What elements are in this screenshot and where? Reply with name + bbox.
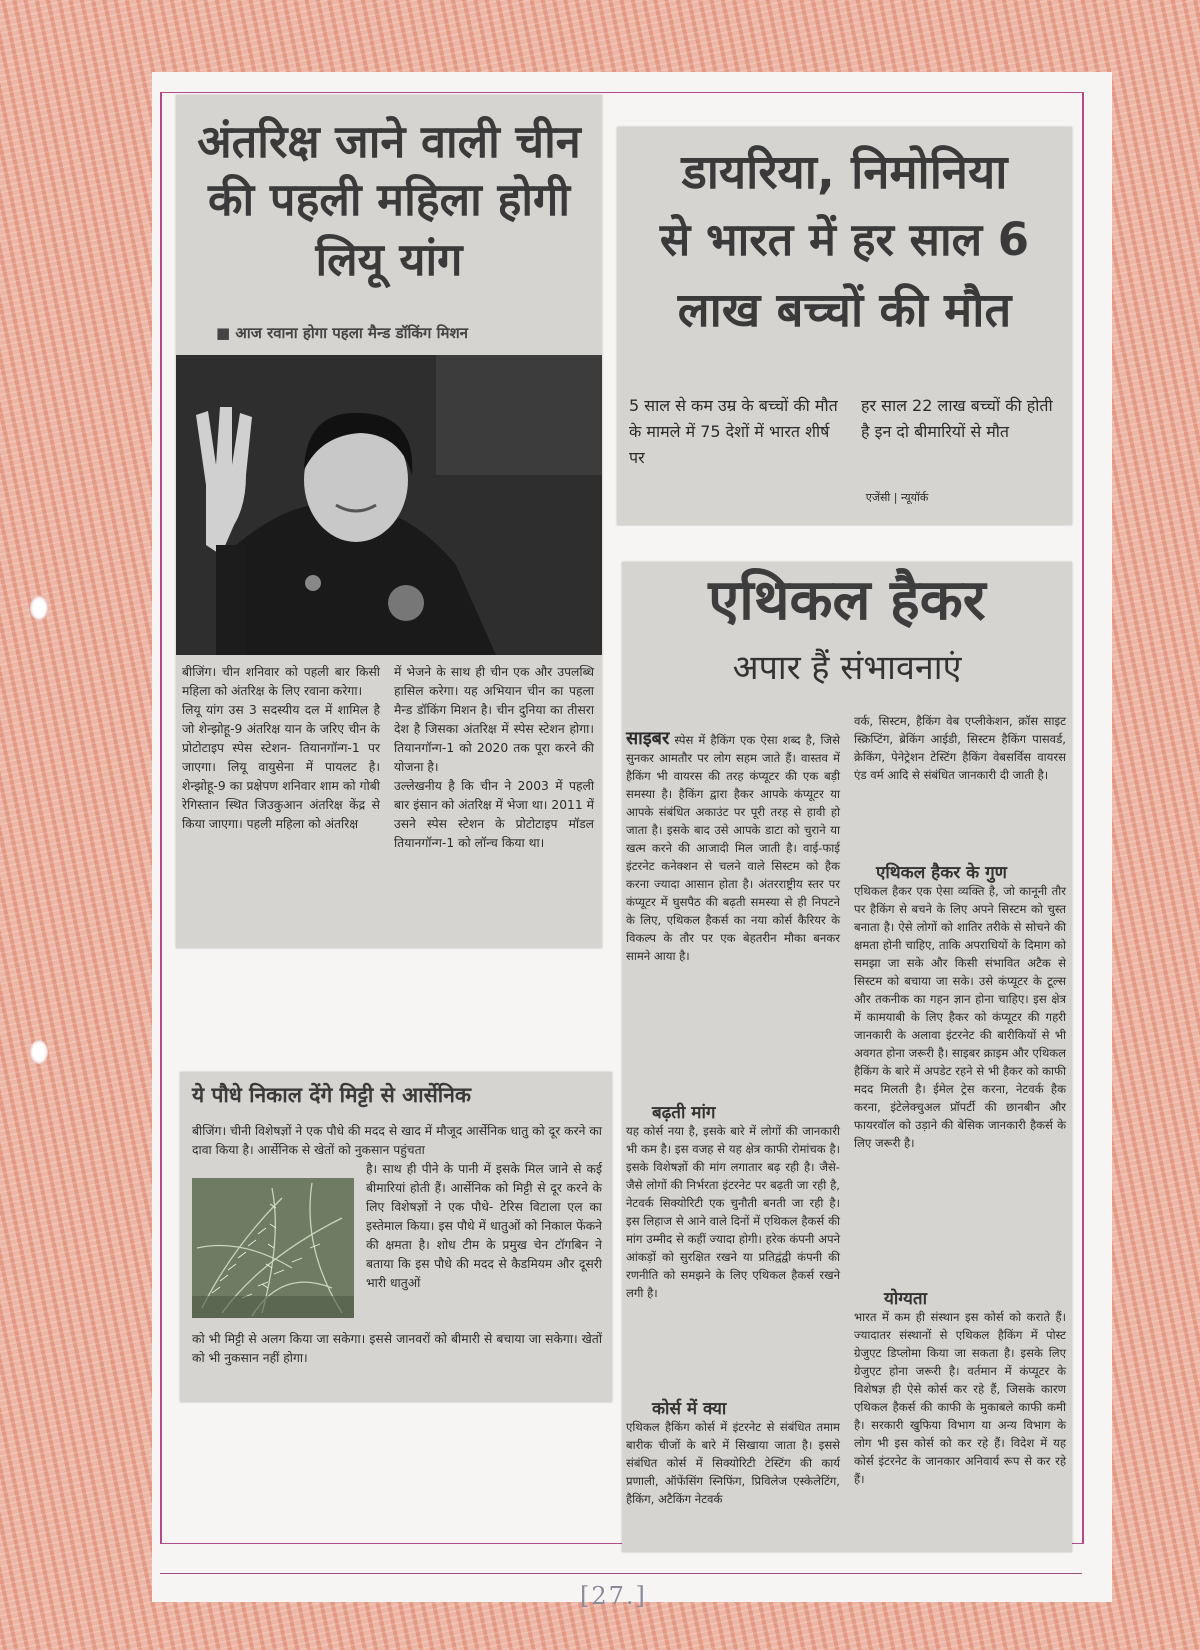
photo-fern-plant xyxy=(192,1178,354,1318)
article-text: में भेजने के साथ ही चीन एक और उपलब्धि हासिल करेगा। यह अभियान चीन का पहला मैन्ड डॉकिंग मिशन है। चीन दुनिया का तीसरा देश है जिसका अंतरिक्ष में स्पेस स्टेशन होगा। तियानगॉन्ग-1 को 2020 तक पूरा करने की योजना है। उल्लेखनीय है कि चीन ने 2003 में पहली बार इंसान को अंतरिक्ष में भेजा था। 2011 में उसने स्पेस स्टेशन के प्रोटोटाइप मॉडल तियानगॉन्ग-1 को लॉन्च किया था। xyxy=(394,665,594,850)
article-text: को भी मिट्टी से अलग किया जा सकेगा। इससे जानवरों को बीमारी से बचाया जा सकेगा। खेतों को भी नुकसान नहीं होगा। xyxy=(192,1332,602,1365)
section-title-course: कोर्स में क्या xyxy=(652,1399,727,1419)
bottom-rule xyxy=(160,1573,1082,1574)
intro-word: साइबर xyxy=(626,728,670,749)
page-number: [27.] xyxy=(580,1582,647,1610)
article-text: यह कोर्स नया है, इसके बारे में लोगों की जानकारी भी कम है। इस वजह से यह क्षेत्र काफी रोमांचक है। इसके विशेषज्ञों की मांग लगातार बढ़ रही है। जैसे-जैसे लोगों की निर्भरता इंटरनेट पर बढ़ती जा रही है, नेटवर्क सिक्योरिटी एक चुनौती बनती जा रही है। इस लिहाज से आने वाले दिनों में एथिकल हैकर्स की मांग उम्मीद से कहीं ज्यादा होगी। हरेक कंपनी अपने आंकड़ों को सुरक्षित रखने या प्रतिद्वंद्वी कंपनी की रणनीति को समझने के लिए एथिकल हैकर्स रखने लगी है। xyxy=(626,1124,840,1300)
headline-line: लियू यांग xyxy=(315,233,463,286)
article-text: बीजिंग। चीन शनिवार को पहली बार किसी महिला को अंतरिक्ष के लिए रवाना करेगा। लियू यांग उस 3 सदस्यीय दल में शामिल है जो शेन्झोहू-9 अंतरिक्ष यान के जरिए चीन के प्रोटोटाइप स्पेस स्टेशन- तियानगॉन्ग-1 पर जाएगा। लियू वायुसेना में पायलट है। शेन्झोहू-9 का प्रक्षेपण शनिवार शाम को गोबी रेगिस्तान स्थित जिउकुआन अंतरिक्ष केंद्र से किया जाएगा। पहली महिला को अंतरिक्ष xyxy=(182,665,380,831)
headline-line: लाख बच्चों की मौत xyxy=(677,283,1012,338)
section-title-qualities: एथिकल हैकर के गुण xyxy=(876,863,1007,883)
article-text: है। साथ ही पीने के पानी में इसके मिल जाने से कई बीमारियां होती हैं। आर्सेनिक को मिट्टी से दूर करने के लिए विशेषज्ञों ने एक पौधे- टेरिस विटाला एल का इस्तेमाल किया। इस पौधे में धातुओं को निकाल फेंकने की क्षमता है। शोध टीम के प्रमुख चेन टॉगबिन ने बताया कि इस पौधे की मदद से कैडमियम और दूसरी भारी धातुओं xyxy=(366,1162,602,1290)
article-text: एथिकल हैकिंग कोर्स में इंटरनेट से संबंधित तमाम बारीक चीजों के बारे में सिखाया जाता है। इससे संबंधित कोर्स में सिक्योरिटी टेस्टिंग की कार्य प्रणाली, ऑफेंसिंग स्निफिंग, प्रिविलेज एस्केलेटिंग, हैकिंग, अटैकिंग नेटवर्क xyxy=(626,1420,840,1506)
intro-text: स्पेस में हैकिंग एक ऐसा शब्द है, जिसे सुनकर आमतौर पर लोग सहम जाते हैं। वास्तव में हैकिंग भी वायरस की तरह कंप्यूटर की एक बड़ी समस्या है। हैकिंग द्वारा हैकर आपके कंप्यूटर या आपके संबंधित अकाउंट पर पूरी तरह से हावी हो जाता है। इसके बाद उसे आपके डाटा को चुराने या खत्म करने की आजादी मिल जाती है। वाई-फाई इंटरनेट कनेक्शन से चलने वाले सिस्टम को हैक करना ज्यादा आसान होता है। अंतरराष्ट्रीय स्तर पर कंप्यूटर में घुसपैठ की बढ़ती समस्या से ही निपटने के लिए, एथिकल हैकर्स का नया कोर्स कैरियर के विकल्प के तौर पर एक बेहतरीन मौका बनकर सामने आया है। xyxy=(626,733,840,963)
subhead: ■ आज रवाना होगा पहला मैन्ड डॉकिंग मिशन xyxy=(216,324,468,342)
article-text xyxy=(626,712,840,965)
subheadline: अपार हैं संभावनाएं xyxy=(732,648,962,688)
byline: एजेंसी | न्यूयॉर्क xyxy=(865,491,929,504)
clipping-liu-yang xyxy=(176,95,602,948)
summary-point: हर साल 22 लाख बच्चों की होती है इन दो बीमारियों से मौत xyxy=(861,396,1053,441)
clipping-ethical-hacker xyxy=(622,562,1072,1552)
article-text: बीजिंग। चीनी विशेषज्ञों ने एक पौधे की मदद से खाद में मौजूद आर्सेनिक धातु को दूर करने का दावा किया है। आर्सेनिक से खेतों को नुकसान पहुंचता xyxy=(192,1124,602,1157)
headline-line: अंतरिक्ष जाने वाली चीन xyxy=(197,115,581,168)
headline-line: डायरिया, निमोनिया xyxy=(681,145,1008,200)
section-title-demand: बढ़ती मांग xyxy=(652,1103,716,1123)
clipping-diarrhea xyxy=(617,127,1072,525)
punch-hole xyxy=(30,1040,48,1064)
article-text: एथिकल हैकर एक ऐसा व्यक्ति है, जो कानूनी तौर पर हैकिंग से बचने के लिए अपने सिस्टम को चुस्त बनाता है। ऐसे लोगों को शातिर तरीके से सोचने की क्षमता होनी चाहिए, ताकि अपराधियों के दिमाग को समझा जा सके और किसी संभावित अटैक से सिस्टम को बचाया जा सके। उसे कंप्यूटर के टूल्स और तकनीक का गहन ज्ञान होना चाहिए। इस क्षेत्र में कामयाबी के लिए हैकर को कंप्यूटर की गहरी जानकारी के अलावा इंटरनेट की बारीकियों से भी अवगत होना जरूरी है। साइबर क्राइम और एथिकल हैकिंग के बारे में अपडेट रहने से भी हैकर को काफी मदद मिलती है। ईमेल ट्रेस करना, नेटवर्क हैक करना, इंटेलेक्चुअल प्रॉपर्टी की छानबीन और फायरवॉल को उड़ाने की बेसिक जानकारी हैकर्स के लिए जरूरी है। xyxy=(854,884,1066,1150)
summary-point: 5 साल से कम उम्र के बच्चों की मौत के मामले में 75 देशों में भारत शीर्ष पर xyxy=(629,396,838,467)
headline: एथिकल हैकर xyxy=(708,568,986,633)
section-title-eligibility: योग्यता xyxy=(884,1289,927,1309)
clipping-arsenic xyxy=(180,1072,612,1402)
photo-liu-yang xyxy=(176,355,602,655)
article-text: भारत में कम ही संस्थान इस कोर्स को कराते हैं। ज्यादातर संस्थानों से एथिकल हैकिंग में पोस्ट ग्रेजुएट डिप्लोमा किया जा सकता है। इसके लिए ग्रेजुएट होना जरूरी है। वर्तमान में कंप्यूटर के विशेषज्ञ ही ऐसे कोर्स कर रहे हैं, जिसके कारण एथिकल हैकर्स की काफी के मुकाबले काफी कमी है। सरकारी खुफिया विभाग या अन्य विभाग के लोग भी इस कोर्स को कर रहे हैं। विदेश में यह कोर्स इंटरनेट के जानकार अनिवार्य रूप से कर रहे हैं। xyxy=(854,1310,1066,1486)
punch-hole xyxy=(30,596,48,620)
headline: ये पौधे निकाल देंगे मिट्टी से आर्सेनिक xyxy=(192,1083,471,1107)
headline-line: से भारत में हर साल 6 xyxy=(659,213,1030,266)
article-text: वर्क, सिस्टम, हैकिंग वेब एप्लीकेशन, क्रॉस साइट स्क्रिप्टिंग, ब्रेकिंग आईडी, सिस्टम हैकिंग पासवर्ड, क्रेकिंग, पेनेट्रेशन टेस्टिंग हैकिंग वेबसर्विस वायरस एंड वर्म आदि से संबंधित जानकारी दी जाती है। xyxy=(854,714,1066,782)
headline-line: की पहली महिला होगी xyxy=(208,173,570,226)
